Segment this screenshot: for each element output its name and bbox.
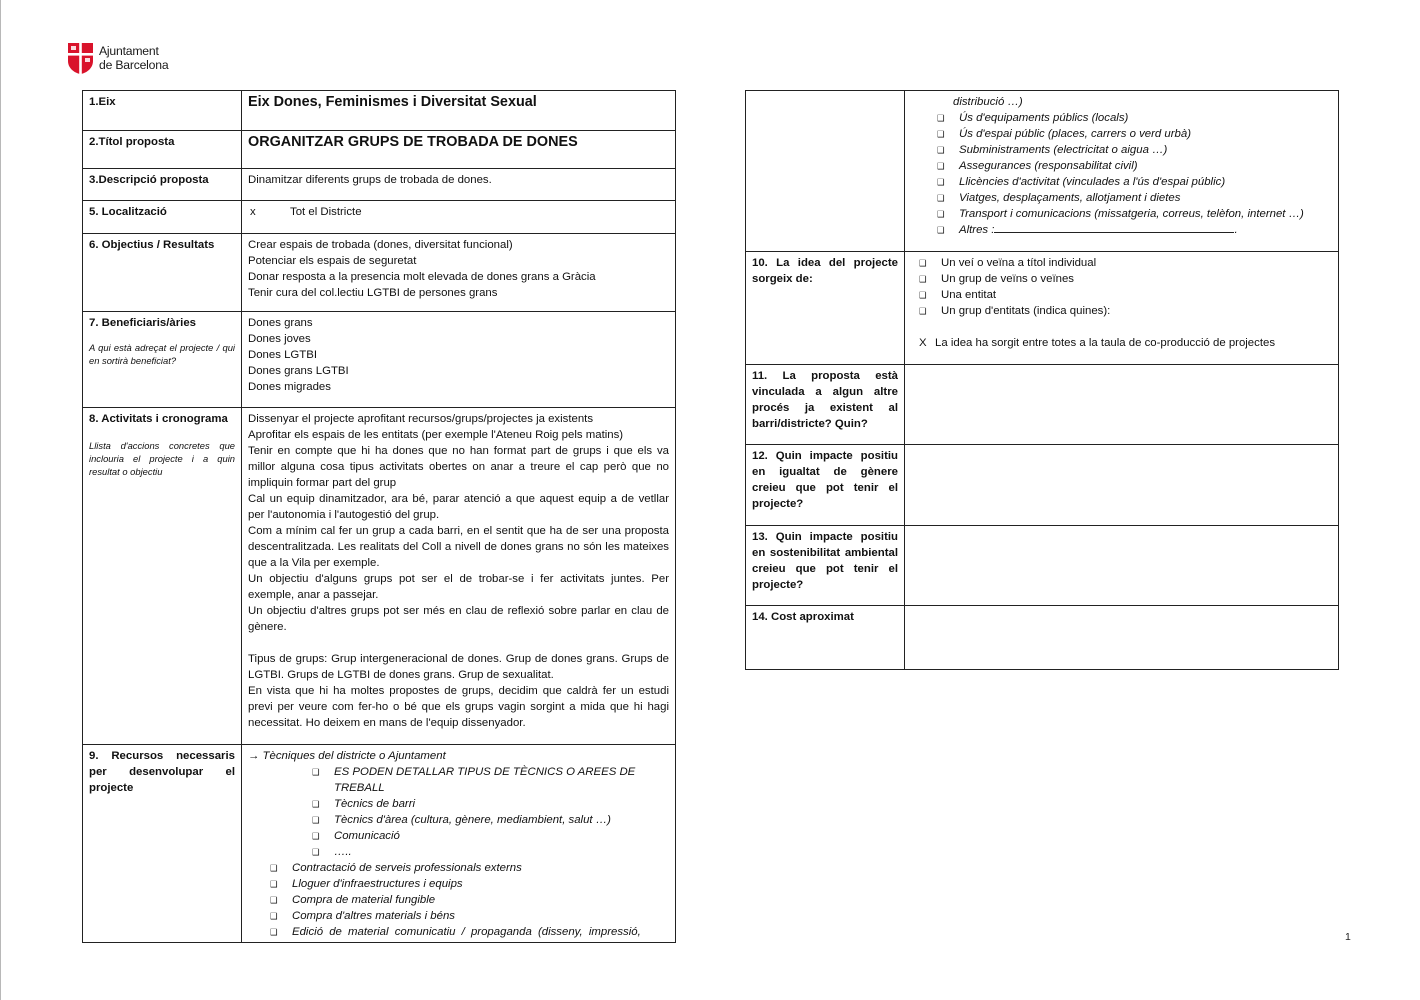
row-recursos-cont <box>746 91 1339 252</box>
altres-blank-line <box>994 222 1234 233</box>
checkbox-icon: ❑ <box>937 113 945 123</box>
checkbox-icon: ❑ <box>937 129 945 139</box>
row-q14 <box>746 606 1339 670</box>
recurs-subitem <box>312 796 669 812</box>
row-idea <box>746 252 1339 365</box>
recurs-item <box>937 158 1332 174</box>
activitats-sublabel: Llista d'accions concretes que inclouria el projecte i a quin resultat o objectiu <box>89 440 235 477</box>
idea-selected-label: La idea ha sorgit entre totes a la taula de co-producció de projectes <box>935 337 1276 349</box>
row-beneficiaris <box>83 312 676 408</box>
activitat-paragraph: Cal un equip dinamitzador, ara bé, parar atenció a que aquest equip a de vetllar per l'autonomia i l'autogestió del grup. <box>248 493 669 521</box>
checkbox-icon: ❑ <box>270 911 278 921</box>
value-recursos <box>242 745 676 943</box>
objectiu-item: Donar resposta a la presencia molt elevada de dones grans a Gràcia <box>248 271 596 283</box>
value-objectius <box>242 234 676 312</box>
value-titol: ORGANITZAR GRUPS DE TROBADA DE DONES <box>242 131 676 169</box>
idea-option-label: Un veí o veïna a títol individual <box>941 257 1097 269</box>
recurs-subitem-label: ES PODEN DETALLAR TIPUS DE TÈCNICS O AREES DE TREBALL <box>334 766 636 794</box>
idea-option <box>919 303 1332 319</box>
recurs-subitem <box>312 844 669 860</box>
idea-selected <box>919 335 1332 351</box>
recurs-subitem-label: Comunicació <box>334 830 400 842</box>
beneficiari-item: Dones migrades <box>248 381 331 393</box>
label-titol: 2.Títol proposta <box>83 131 242 169</box>
label-beneficiaris <box>83 312 242 408</box>
recurs-subitem-label: Tècnics de barri <box>334 798 416 810</box>
beneficiari-item: Dones joves <box>248 333 311 345</box>
ajuntament-logo <box>67 40 168 76</box>
recurs-subitem-label: ….. <box>334 846 352 858</box>
row-localitzacio <box>83 201 676 234</box>
recurs-subitem <box>312 764 669 796</box>
value-q14 <box>905 606 1339 670</box>
activitat-paragraph: Tenir en compte que hi ha dones que no han format part de grups i que els va millor alguna cosa tipus activitats obertes on anar a treure el cap però que no impliquin formar part del grup <box>248 445 669 489</box>
row-q13 <box>746 526 1339 606</box>
row-activitats <box>83 408 676 745</box>
recurs-item-label: Subministraments (electricitat o aigua …) <box>959 144 1168 156</box>
proposal-form-right <box>745 90 1339 670</box>
label-objectius: 6. Objectius / Resultats <box>83 234 242 312</box>
proposal-form-left <box>82 90 676 943</box>
recurs-item-label: Lloguer d'infraestructures i equips <box>292 878 463 890</box>
idea-option <box>919 287 1332 303</box>
value-q12 <box>905 445 1339 526</box>
recurs-item <box>937 174 1332 190</box>
label-localitzacio: 5. Localització <box>83 201 242 234</box>
recurs-item-label: Transport i comunicacions (missatgeria, correus, telèfon, internet …) <box>959 208 1304 220</box>
value-q11 <box>905 365 1339 445</box>
idea-selected-mark: X <box>919 337 927 349</box>
beneficiari-item: Dones grans <box>248 317 313 329</box>
label-activitats <box>83 408 242 745</box>
value-beneficiaris <box>242 312 676 408</box>
recurs-item-label: Llicències d'activitat (vinculades a l'ús d'espai públic) <box>959 176 1226 188</box>
recurs-item <box>937 206 1332 222</box>
recurs-item-label: Ús d'espai públic (places, carrers o verd urbà) <box>959 128 1191 140</box>
page-edge <box>0 0 1 1000</box>
checkbox-icon: ❑ <box>937 177 945 187</box>
beneficiaris-sublabel: A qui està adreçat el projecte / qui en sortirà beneficiat? <box>89 342 235 366</box>
value-activitats <box>242 408 676 745</box>
recurs-item <box>937 190 1332 206</box>
checkbox-icon: ❑ <box>919 274 927 284</box>
checkbox-icon: ❑ <box>312 847 320 857</box>
altres-end: . <box>1234 224 1238 236</box>
label-q13: 13. Quin impacte positiu en sostenibilitat ambiental creieu que pot tenir el projecte? <box>746 526 905 606</box>
recurs-item-label: Ús d'equipaments públics (locals) <box>959 112 1129 124</box>
label-descripcio: 3.Descripció proposta <box>83 169 242 201</box>
checkbox-icon: ❑ <box>937 145 945 155</box>
objectiu-item: Tenir cura del col.lectiu LGTBI de persones grans <box>248 287 498 299</box>
idea-option-label: Un grup d'entitats (indica quines): <box>941 305 1111 317</box>
recurs-item-label: Contractació de serveis professionals externs <box>292 862 522 874</box>
localitzacio-text: Tot el Districte <box>290 206 362 218</box>
recurs-item-label: Edició de material comunicatiu / propaganda (disseny, impressió, <box>292 926 641 938</box>
checkbox-icon: ❑ <box>937 193 945 203</box>
recurs-item <box>937 110 1332 126</box>
checkbox-icon: ❑ <box>937 225 945 235</box>
activitat-paragraph: En vista que hi ha moltes propostes de grups, decidim que caldrà fer un estudi previ per veure com fer-ho o bé que els grups vagin sorgint a mida que hi hagi necessitat. Ho deixem en mans de l'equip dissenyador. <box>248 685 669 729</box>
idea-option <box>919 271 1332 287</box>
objectiu-item: Crear espais de trobada (dones, diversitat funcional) <box>248 239 513 251</box>
activitat-paragraph: Com a mínim cal fer un grup a cada barri, en el sentit que ha de ser una proposta descentralitzada. Les realitats del Coll a nivell de dones grans no són les mateixes que a la Vila per exemple. <box>248 525 669 569</box>
label-recursos-cont <box>746 91 905 252</box>
idea-option-label: Una entitat <box>941 289 997 301</box>
label-recursos: 9. Recursos necessaris per desenvolupar el projecte <box>83 745 242 943</box>
beneficiari-item: Dones LGTBI <box>248 349 318 361</box>
checkbox-icon: ❑ <box>919 290 927 300</box>
value-descripcio: Dinamitzar diferents grups de trobada de dones. <box>242 169 676 201</box>
row-titol <box>83 131 676 169</box>
label-q12: 12. Quin impacte positiu en igualtat de gènere creieu que pot tenir el projecte? <box>746 445 905 526</box>
recurs-item <box>270 860 669 876</box>
activitat-paragraph: Dissenyar el projecte aprofitant recursos/grups/projectes ja existents <box>248 413 594 425</box>
paragraph-spacer <box>248 635 669 651</box>
recurs-item-label: Viatges, desplaçaments, allotjament i dietes <box>959 192 1181 204</box>
logo-line-1: Ajuntament <box>99 44 159 58</box>
activitat-paragraph: Tipus de grups: Grup intergeneracional de dones. Grup de dones grans. Grups de LGTBI. Grups de LGTBI de dones grans. Grup de sexualitat. <box>248 653 669 681</box>
recurs-altres <box>937 222 1332 238</box>
recurs-item-label: Compra de material fungible <box>292 894 436 906</box>
recursos-heading: → Tècniques del districte o Ajuntament <box>248 750 446 762</box>
checkbox-icon: ❑ <box>937 209 945 219</box>
checkbox-icon: ❑ <box>312 767 320 777</box>
idea-option <box>919 255 1332 271</box>
beneficiari-item: Dones grans LGTBI <box>248 365 349 377</box>
recurs-item <box>270 876 669 892</box>
activitat-paragraph: Aprofitar els espais de les entitats (per exemple l'Ateneu Roig pels matins) <box>248 429 624 441</box>
label-q14: 14. Cost aproximat <box>746 606 905 670</box>
recurs-subitem-label: Tècnics d'àrea (cultura, gènere, mediambient, salut …) <box>334 814 611 826</box>
altres-label: Altres : <box>959 224 995 236</box>
recurs-subitem <box>312 812 669 828</box>
logo-text <box>99 44 168 72</box>
label-eix: 1.Eix <box>83 91 242 131</box>
value-localitzacio <box>242 201 676 234</box>
recurs-item-label: Compra d'altres materials i béns <box>292 910 455 922</box>
recurs-item <box>270 924 669 940</box>
checkbox-icon: ❑ <box>270 863 278 873</box>
logo-line-2: de Barcelona <box>99 58 169 72</box>
idea-option-label: Un grup de veïns o veïnes <box>941 273 1074 285</box>
barcelona-shield-icon <box>67 41 94 75</box>
checkbox-icon: ❑ <box>270 927 278 937</box>
recurs-item <box>270 908 669 924</box>
page-number: 1 <box>1345 931 1351 943</box>
row-q12 <box>746 445 1339 526</box>
value-q13 <box>905 526 1339 606</box>
activitat-paragraph: Un objectiu d'altres grups pot ser més en clau de reflexió sobre parlar en clau de gènere. <box>248 605 669 633</box>
recurs-item <box>270 892 669 908</box>
label-q11: 11. La proposta està vinculada a algun altre procés ja existent al barri/districte? Quin? <box>746 365 905 445</box>
row-descripcio <box>83 169 676 201</box>
objectiu-item: Potenciar els espais de seguretat <box>248 255 417 267</box>
value-idea <box>905 252 1339 365</box>
row-objectius <box>83 234 676 312</box>
activitat-paragraph: Un objectiu d'alguns grups pot ser el de trobar-se i fer activitats juntes. Per exemple, anar a passejar. <box>248 573 669 601</box>
checkbox-icon: ❑ <box>270 879 278 889</box>
checkbox-icon: ❑ <box>312 799 320 809</box>
value-recursos-cont <box>905 91 1339 252</box>
label-idea: 10. La idea del projecte sorgeix de: <box>746 252 905 365</box>
recurs-item <box>937 126 1332 142</box>
checkbox-icon: ❑ <box>312 815 320 825</box>
checkbox-icon: ❑ <box>270 895 278 905</box>
recurs-subitem <box>312 828 669 844</box>
row-q11 <box>746 365 1339 445</box>
beneficiaris-title: 7. Beneficiaris/àries <box>89 317 197 329</box>
option-spacer <box>911 319 1332 335</box>
localitzacio-mark: x <box>250 206 256 218</box>
row-eix <box>83 91 676 131</box>
checkbox-icon: ❑ <box>937 161 945 171</box>
checkbox-icon: ❑ <box>919 306 927 316</box>
recurs-item <box>937 142 1332 158</box>
row-recursos <box>83 745 676 943</box>
recurs-item-label: Assegurances (responsabilitat civil) <box>959 160 1138 172</box>
recursos-cont-first-line: distribució …) <box>953 96 1023 108</box>
checkbox-icon: ❑ <box>919 258 927 268</box>
activitats-title: 8. Activitats i cronograma <box>89 413 228 425</box>
checkbox-icon: ❑ <box>312 831 320 841</box>
value-eix: Eix Dones, Feminismes i Diversitat Sexual <box>242 91 676 131</box>
